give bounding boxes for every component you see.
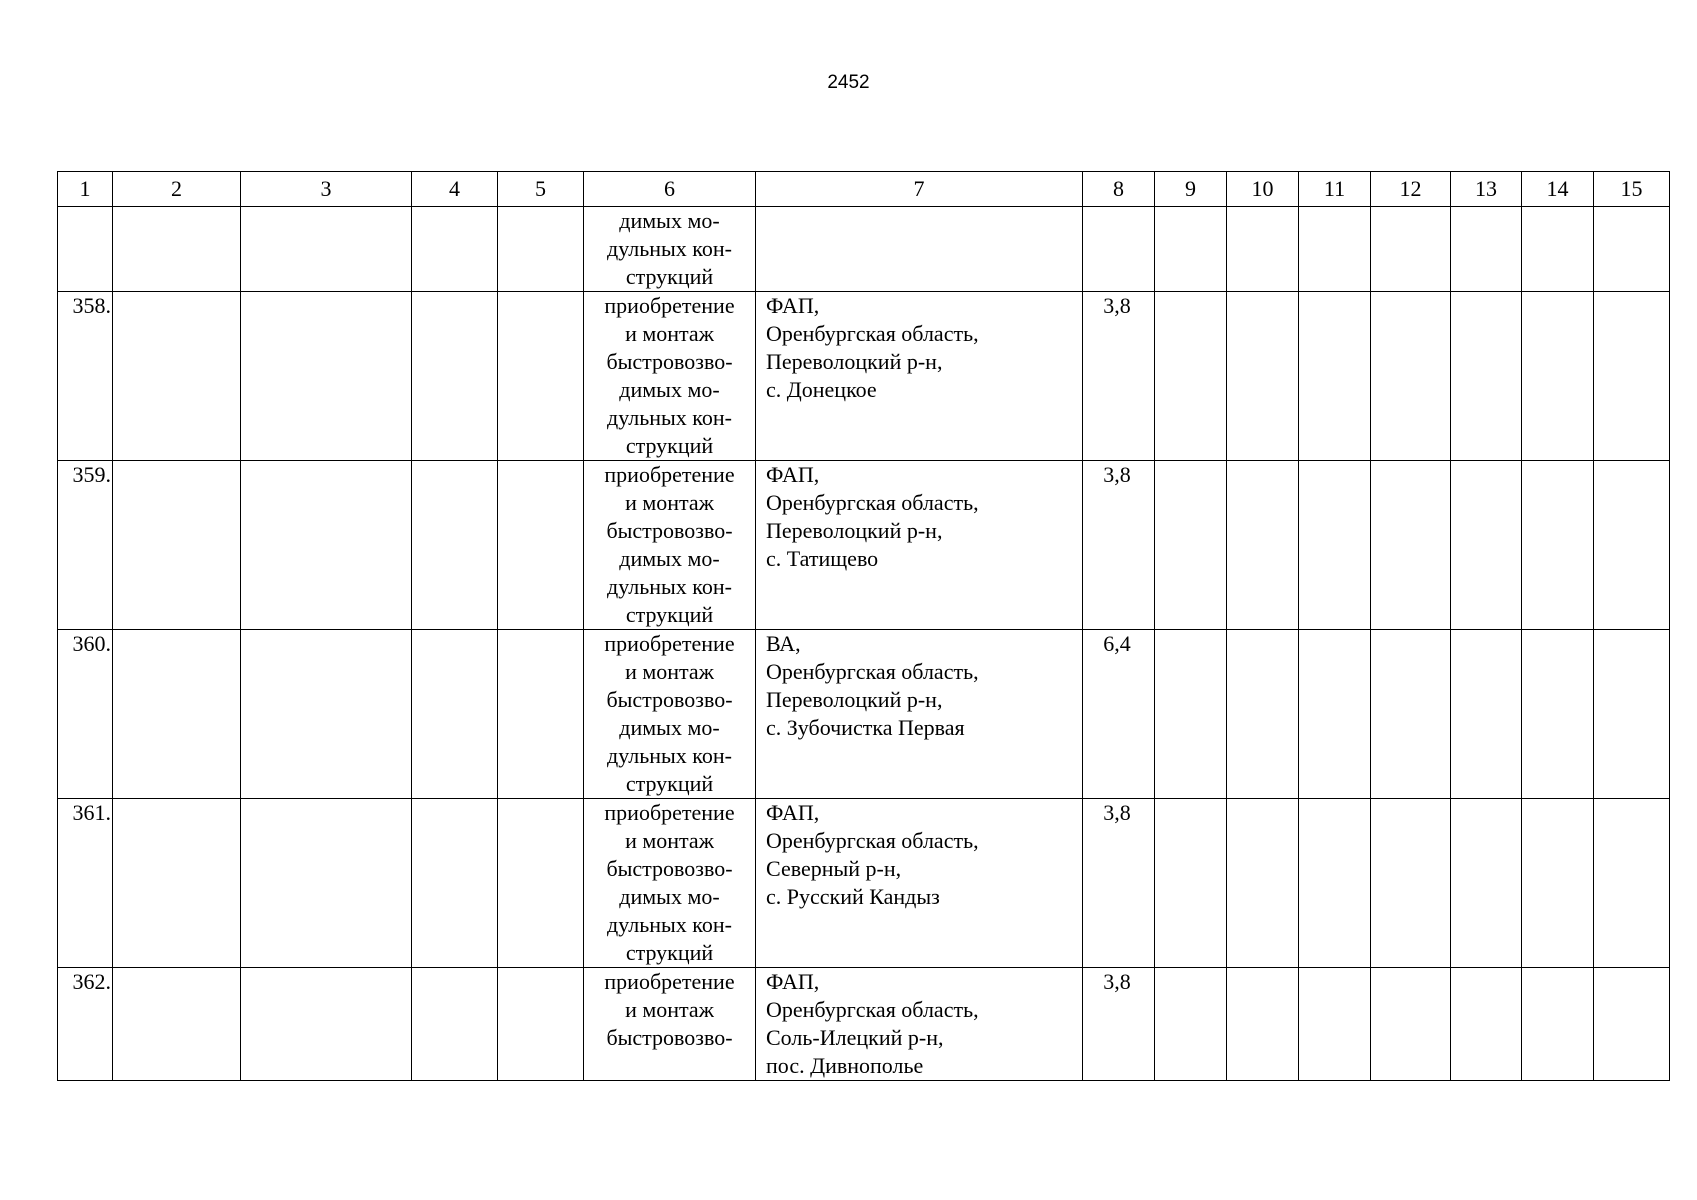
cell-row-number: 358. (58, 292, 113, 461)
cell-empty (58, 207, 113, 292)
column-header: 2 (113, 172, 241, 207)
cell-empty (1155, 461, 1227, 630)
cell-empty (1451, 461, 1522, 630)
cell-empty (1451, 799, 1522, 968)
activity-line: дульных кон- (607, 236, 732, 261)
cell-empty (113, 207, 241, 292)
cell-activity (584, 207, 756, 292)
cell-empty (498, 799, 584, 968)
location-line: Соль-Илецкий р-н, (766, 1025, 944, 1050)
column-header: 6 (584, 172, 756, 207)
activity-line: дульных кон- (607, 405, 732, 430)
cell-empty (1451, 968, 1522, 1081)
activity-line: быстровозво- (606, 349, 733, 374)
cell-empty (1155, 292, 1227, 461)
column-header: 3 (241, 172, 412, 207)
cell-empty (1594, 461, 1670, 630)
location-line: ФАП, (766, 800, 820, 825)
cell-empty (498, 461, 584, 630)
cell-row-number: 359. (58, 461, 113, 630)
cell-empty (1594, 292, 1670, 461)
cell-empty (1227, 968, 1299, 1081)
location-line: Оренбургская область, (766, 490, 979, 515)
activity-line: приобретение (604, 462, 735, 487)
column-header: 8 (1083, 172, 1155, 207)
location-line: с. Татищево (766, 546, 879, 571)
cell-value: 3,8 (1083, 968, 1155, 1081)
activity-line: быстровозво- (606, 1025, 733, 1050)
table-header-row (58, 172, 1670, 207)
location-line: Оренбургская область, (766, 659, 979, 684)
location-line: с. Русский Кандыз (766, 884, 940, 909)
table-row (58, 292, 1670, 461)
cell-empty (412, 968, 498, 1081)
cell-empty (1594, 799, 1670, 968)
location-line: Переволоцкий р-н, (766, 687, 943, 712)
location-line: Переволоцкий р-н, (766, 349, 943, 374)
cell-value: 3,8 (1083, 292, 1155, 461)
cell-empty (1155, 968, 1227, 1081)
location-line: ФАП, (766, 462, 820, 487)
cell-value: 6,4 (1083, 630, 1155, 799)
cell-empty (1371, 968, 1451, 1081)
cell-activity (584, 292, 756, 461)
cell-empty (1227, 461, 1299, 630)
column-header: 10 (1227, 172, 1299, 207)
cell-empty (1522, 630, 1594, 799)
cell-empty (1227, 207, 1299, 292)
column-header: 12 (1371, 172, 1451, 207)
cell-empty (113, 461, 241, 630)
cell-empty (241, 630, 412, 799)
column-header: 4 (412, 172, 498, 207)
activity-line: дульных кон- (607, 574, 732, 599)
cell-empty (1155, 799, 1227, 968)
column-header: 5 (498, 172, 584, 207)
activity-line: димых мо- (619, 884, 720, 909)
location-line: с. Донецкое (766, 377, 877, 402)
table-row (58, 799, 1670, 968)
location-line: пос. Дивнополье (766, 1053, 924, 1078)
location-line: Переволоцкий р-н, (766, 518, 943, 543)
activity-line: струкций (625, 771, 714, 796)
activity-line: и монтаж (625, 659, 714, 684)
column-header: 13 (1451, 172, 1522, 207)
cell-empty (498, 292, 584, 461)
cell-empty (1299, 968, 1371, 1081)
cell-empty (241, 799, 412, 968)
activity-line: быстровозво- (606, 518, 733, 543)
activity-line: дульных кон- (607, 912, 732, 937)
column-header: 1 (58, 172, 113, 207)
cell-empty (1371, 630, 1451, 799)
table-row (58, 461, 1670, 630)
cell-location (756, 799, 1083, 968)
activity-line: приобретение (604, 800, 735, 825)
activity-line: быстровозво- (606, 687, 733, 712)
location-line: Оренбургская область, (766, 321, 979, 346)
cell-empty (1227, 799, 1299, 968)
cell-empty (1299, 630, 1371, 799)
column-header: 7 (756, 172, 1083, 207)
activity-line: струкций (625, 433, 714, 458)
cell-empty (1155, 630, 1227, 799)
cell-value: 3,8 (1083, 461, 1155, 630)
cell-empty (1522, 799, 1594, 968)
table-row (58, 968, 1670, 1081)
cell-empty (412, 461, 498, 630)
cell-empty (412, 630, 498, 799)
cell-empty (1155, 207, 1227, 292)
location-line: ВА, (766, 631, 801, 656)
activity-line: димых мо- (619, 715, 720, 740)
data-table (57, 171, 1670, 1081)
activity-line: димых мо- (619, 377, 720, 402)
cell-empty (1299, 461, 1371, 630)
cell-empty (1371, 207, 1451, 292)
cell-empty (1299, 207, 1371, 292)
cell-activity (584, 630, 756, 799)
cell-empty (1522, 292, 1594, 461)
location-line: Оренбургская область, (766, 828, 979, 853)
cell-location (756, 630, 1083, 799)
cell-activity (584, 968, 756, 1081)
cell-empty (1227, 630, 1299, 799)
location-line: с. Зубочистка Первая (766, 715, 965, 740)
cell-location (756, 461, 1083, 630)
activity-line: димых мо- (619, 208, 720, 233)
page-number: 2452 (827, 72, 870, 93)
cell-empty (1594, 968, 1670, 1081)
cell-empty (1451, 292, 1522, 461)
activity-line: приобретение (604, 969, 735, 994)
activity-line: струкций (625, 602, 714, 627)
cell-row-number: 361. (58, 799, 113, 968)
cell-empty (1522, 968, 1594, 1081)
cell-empty (113, 799, 241, 968)
column-header: 11 (1299, 172, 1371, 207)
cell-empty (113, 630, 241, 799)
cell-empty (1371, 461, 1451, 630)
cell-location (756, 968, 1083, 1081)
location-line: Оренбургская область, (766, 997, 979, 1022)
cell-empty (113, 968, 241, 1081)
cell-empty (412, 292, 498, 461)
cell-empty (756, 207, 1083, 292)
column-header: 9 (1155, 172, 1227, 207)
cell-empty (498, 630, 584, 799)
cell-empty (1451, 207, 1522, 292)
activity-line: приобретение (604, 293, 735, 318)
activity-line: и монтаж (625, 321, 714, 346)
cell-activity (584, 799, 756, 968)
cell-empty (1594, 207, 1670, 292)
column-header: 14 (1522, 172, 1594, 207)
activity-line: струкций (625, 264, 714, 289)
cell-empty (241, 461, 412, 630)
cell-location (756, 292, 1083, 461)
table-row-continuation (58, 207, 1670, 292)
cell-empty (1227, 292, 1299, 461)
activity-line: и монтаж (625, 490, 714, 515)
cell-empty (1371, 799, 1451, 968)
activity-line: приобретение (604, 631, 735, 656)
cell-empty (241, 292, 412, 461)
activity-line: и монтаж (625, 997, 714, 1022)
location-line: ФАП, (766, 969, 820, 994)
cell-empty (498, 207, 584, 292)
cell-empty (241, 968, 412, 1081)
table-row (58, 630, 1670, 799)
cell-row-number: 360. (58, 630, 113, 799)
activity-line: димых мо- (619, 546, 720, 571)
cell-empty (412, 207, 498, 292)
location-line: Северный р-н, (766, 856, 902, 881)
activity-line: дульных кон- (607, 743, 732, 768)
cell-empty (1371, 292, 1451, 461)
cell-empty (498, 968, 584, 1081)
cell-empty (241, 207, 412, 292)
activity-line: и монтаж (625, 828, 714, 853)
activity-line: струкций (625, 940, 714, 965)
location-line: ФАП, (766, 293, 820, 318)
cell-value: 3,8 (1083, 799, 1155, 968)
activity-line: быстровозво- (606, 856, 733, 881)
cell-row-number: 362. (58, 968, 113, 1081)
cell-empty (1451, 630, 1522, 799)
column-header: 15 (1594, 172, 1670, 207)
cell-empty (1522, 461, 1594, 630)
cell-empty (1522, 207, 1594, 292)
cell-empty (412, 799, 498, 968)
cell-empty (113, 292, 241, 461)
cell-empty (1299, 292, 1371, 461)
cell-empty (1299, 799, 1371, 968)
cell-empty (1083, 207, 1155, 292)
cell-empty (1594, 630, 1670, 799)
cell-activity (584, 461, 756, 630)
